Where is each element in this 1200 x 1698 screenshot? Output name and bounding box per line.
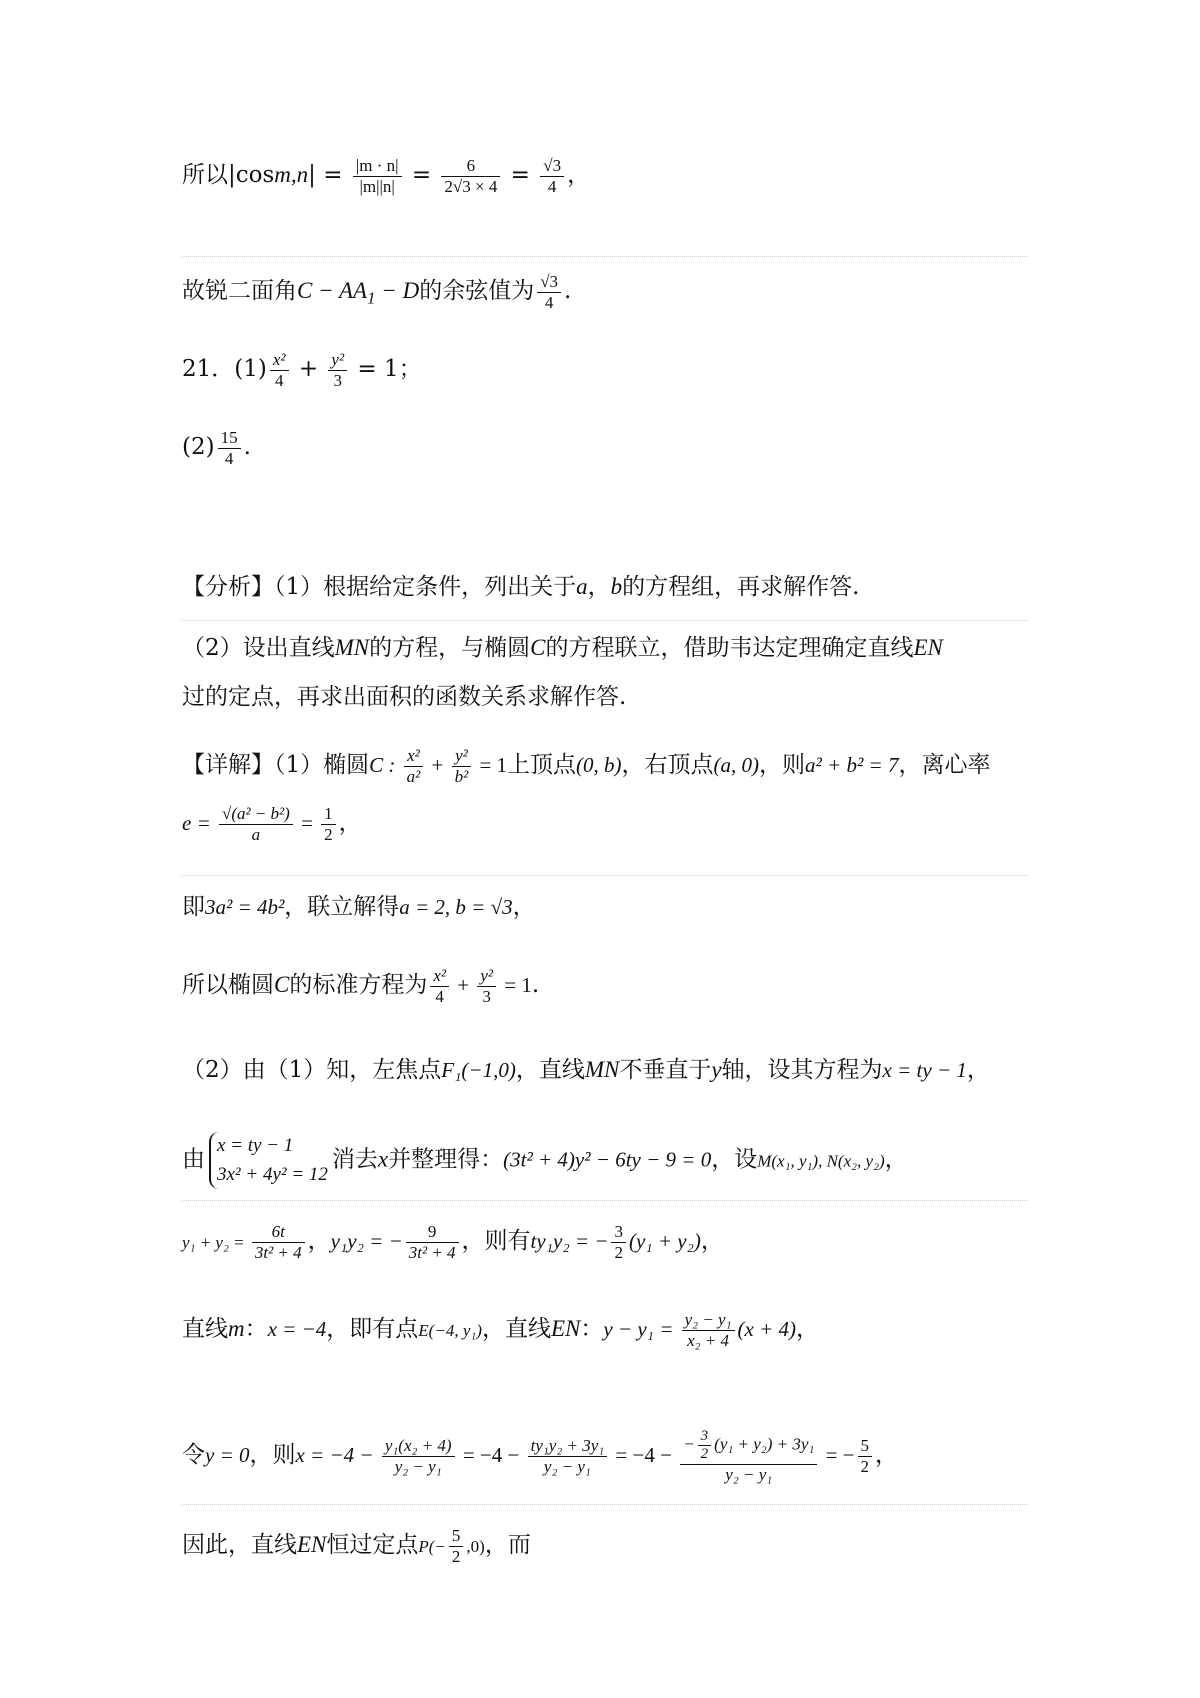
- text: 的余弦值为: [419, 278, 535, 305]
- denominator: 2: [860, 1456, 869, 1476]
- numerator: √3: [537, 272, 561, 293]
- numerator: √(a² − b²): [219, 804, 293, 825]
- answer-line: [182, 350, 422, 390]
- text: ，则: [759, 752, 806, 779]
- text: ：: [244, 1316, 268, 1343]
- equation: x = ty − 1: [217, 1135, 294, 1156]
- text: ，: [966, 1057, 990, 1083]
- text: 上顶点: [507, 752, 577, 779]
- numerator: ty₁y₂ + 3y₁: [528, 1436, 608, 1457]
- numerator: [680, 1428, 817, 1465]
- text: ，而: [484, 1532, 531, 1559]
- text: 故锐二面角: [182, 278, 297, 305]
- math: =: [503, 162, 538, 189]
- math: M(x₁, y₁), N(x₂, y₂): [757, 1151, 885, 1171]
- text: ，联立解得: [284, 894, 400, 920]
- math: y₁ + y₂ =: [182, 1233, 249, 1253]
- math: y₁y₂ = −: [330, 1229, 403, 1254]
- equation: 3x² + 4y² = 12: [217, 1163, 328, 1185]
- text: 令: [182, 1442, 205, 1469]
- math: y − y₁ =: [603, 1317, 679, 1342]
- fraction: [452, 746, 472, 786]
- math: EN: [297, 1532, 327, 1558]
- math: a = 2, b = √3: [399, 895, 513, 919]
- fraction: [382, 1436, 455, 1476]
- text-line: [182, 636, 943, 660]
- text: 【分析】（1）根据给定条件，列出关于: [182, 574, 577, 600]
- text: 由: [182, 1146, 205, 1173]
- text: 【详解】（1）椭圆: [182, 752, 370, 779]
- fraction: [270, 350, 289, 390]
- denominator: 2: [324, 824, 333, 844]
- denominator: y₂ − y₁: [725, 1464, 773, 1484]
- denominator: 3t² + 4: [408, 1242, 456, 1262]
- text: ，设: [711, 1146, 758, 1173]
- formula-line: [182, 1222, 724, 1262]
- math: (y₁ + y₂) + 3y₁: [714, 1434, 815, 1454]
- formula-line: [182, 1310, 819, 1350]
- text: 所以|cos: [182, 162, 275, 189]
- text: ，: [338, 810, 362, 837]
- denominator: b²: [454, 766, 469, 786]
- fraction: [611, 1222, 626, 1262]
- denominator: 4: [435, 986, 444, 1006]
- equation-system: [209, 1132, 328, 1189]
- text: 恒过定点: [326, 1532, 419, 1559]
- denominator: 2: [614, 1242, 623, 1262]
- numerator: 5: [449, 1526, 464, 1547]
- math: y = 0: [205, 1443, 250, 1468]
- numerator: 9: [406, 1222, 459, 1243]
- math: (y₁ + y₂): [628, 1229, 701, 1254]
- text: （2）由（1）知，左焦点: [182, 1057, 442, 1083]
- fraction: [528, 1436, 608, 1476]
- math: y: [711, 1057, 722, 1082]
- formula-line: [182, 156, 590, 196]
- denominator: 3: [482, 986, 491, 1006]
- math: EN: [550, 1316, 581, 1342]
- text: ，右顶点: [621, 752, 714, 779]
- text: .: [243, 434, 251, 461]
- answer-line: [182, 428, 251, 468]
- denominator: 4: [274, 370, 284, 390]
- fraction: [404, 746, 424, 786]
- text: 因此，直线: [182, 1532, 297, 1559]
- math: +: [426, 753, 449, 778]
- text: ，: [567, 162, 591, 189]
- denominator: a: [251, 824, 261, 844]
- fraction: [252, 1222, 305, 1262]
- text: ，: [700, 1228, 724, 1255]
- math: x = ty − 1: [882, 1058, 967, 1082]
- math: − D: [375, 278, 420, 304]
- fraction: [680, 1428, 817, 1484]
- text: 的方程联立，借助韦达定理确定直线: [545, 635, 914, 661]
- numerator: 5: [858, 1436, 873, 1457]
- math: (0, b): [576, 753, 622, 778]
- text: ，: [587, 574, 611, 600]
- numerator: x²: [270, 350, 289, 371]
- fraction: [682, 1310, 735, 1350]
- math: x: [377, 1146, 389, 1172]
- numerator: x²: [430, 966, 449, 987]
- denominator: 2: [700, 1446, 709, 1463]
- formula-line: [182, 1132, 908, 1189]
- formula-line: [182, 1428, 898, 1484]
- math: b: [610, 574, 623, 599]
- denominator: y₂ − y₁: [543, 1456, 591, 1476]
- fraction: [477, 966, 496, 1006]
- fraction: [406, 1222, 459, 1262]
- math: E(−4, y₁): [418, 1321, 482, 1341]
- math: = −4 −: [457, 1443, 525, 1468]
- math: C: [530, 635, 546, 660]
- numerator: y₁(x₂ + 4): [382, 1436, 455, 1457]
- math: e =: [182, 811, 216, 836]
- text: 消去: [331, 1146, 378, 1173]
- math: = −4 −: [610, 1443, 678, 1468]
- math: x = −4: [267, 1317, 327, 1342]
- numerator: 3: [611, 1222, 626, 1243]
- fraction: [218, 428, 241, 468]
- math: = 1: [474, 753, 508, 778]
- math: −: [683, 1434, 695, 1454]
- numerator: y²: [452, 746, 472, 767]
- denominator: 4: [224, 448, 234, 468]
- denominator: 2√3 × 4: [444, 176, 498, 196]
- denominator: y₂ − y₁: [394, 1456, 442, 1476]
- text: ，则: [249, 1442, 296, 1469]
- text: ，直线: [515, 1057, 585, 1083]
- numerator: 6: [441, 156, 500, 177]
- fraction: [441, 156, 500, 196]
- text: ，: [875, 1442, 898, 1469]
- math: x = −4 −: [295, 1443, 379, 1468]
- separator: [182, 875, 1027, 876]
- text: .: [531, 972, 540, 999]
- text: .: [564, 278, 572, 305]
- text: ，: [796, 1316, 819, 1343]
- math: a² + b² = 7: [805, 753, 899, 778]
- separator: [182, 256, 1027, 257]
- text: 的方程组，再求解作答.: [622, 574, 860, 600]
- denominator: a²: [406, 766, 421, 786]
- separator: [182, 620, 1027, 621]
- text: 并整理得：: [388, 1146, 504, 1173]
- text: 的方程，与椭圆: [369, 635, 531, 661]
- math: MN: [584, 1057, 620, 1082]
- math: =: [404, 162, 439, 189]
- denominator: 4: [544, 292, 554, 312]
- math: (3t² + 4)y² − 6ty − 9 = 0: [503, 1147, 712, 1172]
- text-line: [182, 1526, 531, 1566]
- text: 所以椭圆: [182, 972, 274, 999]
- numerator: |m · n|: [353, 156, 402, 177]
- fraction: [430, 966, 449, 1006]
- text: 轴，设其方程为: [721, 1057, 883, 1083]
- math: = 1: [499, 973, 532, 998]
- fraction: [321, 804, 336, 844]
- numerator: 6t: [252, 1222, 305, 1243]
- text-line: [182, 272, 571, 312]
- numerator: y²: [477, 966, 496, 987]
- text: ，: [307, 1228, 331, 1255]
- math: +: [291, 356, 326, 383]
- denominator: 4: [547, 176, 557, 196]
- fraction: [540, 156, 564, 196]
- text: ，直线: [481, 1316, 551, 1343]
- text: 的标准方程为: [289, 972, 428, 999]
- fraction: [537, 272, 561, 312]
- denominator: x₂ + 4: [687, 1330, 730, 1350]
- numerator: y₂ − y₁: [682, 1310, 735, 1331]
- math: MN: [334, 635, 370, 660]
- text: ，即有点: [326, 1316, 419, 1343]
- analysis-heading-line: [182, 575, 859, 599]
- fraction: [219, 804, 293, 844]
- denominator: |m||n|: [359, 176, 395, 196]
- fraction: [328, 350, 347, 390]
- text: ，: [512, 894, 536, 920]
- numerator: 15: [218, 428, 241, 449]
- text: （2）设出直线: [182, 635, 335, 661]
- text-line: [182, 686, 626, 709]
- text-line: [182, 1058, 990, 1082]
- fraction: [353, 156, 402, 196]
- fraction: [449, 1526, 464, 1566]
- text: ，: [884, 1146, 908, 1173]
- math: ,0): [466, 1537, 485, 1557]
- math: P(−: [418, 1537, 446, 1557]
- separator: [182, 1504, 1027, 1505]
- numerator: 1: [321, 804, 336, 825]
- math: m: [228, 1316, 245, 1342]
- numerator: √3: [540, 156, 564, 177]
- math: m,n: [274, 162, 309, 188]
- text: ，离心率: [898, 752, 991, 779]
- numerator: y²: [328, 350, 347, 371]
- text: (2): [182, 434, 215, 461]
- detail-line: [182, 746, 990, 786]
- math: = −: [820, 1443, 855, 1468]
- text: 21．(1): [182, 356, 267, 383]
- text: 过的定点，再求出面积的函数关系求解作答.: [182, 684, 627, 710]
- math: C :: [369, 753, 401, 778]
- text: 即: [182, 894, 205, 920]
- math: a: [576, 574, 588, 599]
- numerator: x²: [404, 746, 424, 767]
- text: 不垂直于: [619, 1057, 712, 1083]
- math: 3a² = 4b²: [205, 895, 285, 919]
- math: ty₁y₂ = −: [530, 1229, 609, 1254]
- denominator: 2: [451, 1546, 461, 1566]
- text: ：: [580, 1316, 604, 1343]
- denominator: 3: [333, 370, 342, 390]
- subscript: 1: [367, 288, 376, 308]
- math: =: [295, 811, 319, 836]
- math: F₁(−1,0): [441, 1058, 516, 1082]
- formula-line: [182, 804, 362, 844]
- text: = 1；: [350, 356, 422, 383]
- formula-line: [182, 966, 539, 1006]
- denominator: 3t² + 4: [254, 1242, 302, 1262]
- text-line: [182, 896, 536, 919]
- fraction: [858, 1436, 873, 1476]
- math: C − AA: [297, 278, 368, 304]
- fraction: [698, 1428, 712, 1464]
- text: ，则有: [461, 1228, 531, 1255]
- math: EN: [913, 635, 943, 660]
- math: | =: [308, 162, 350, 189]
- math: +: [452, 973, 475, 998]
- math: (a, 0): [713, 753, 760, 778]
- numerator: 3: [698, 1428, 712, 1446]
- separator: [182, 1200, 1027, 1201]
- text: 直线: [182, 1316, 228, 1343]
- math: C: [274, 972, 290, 998]
- math: (x + 4): [737, 1317, 796, 1342]
